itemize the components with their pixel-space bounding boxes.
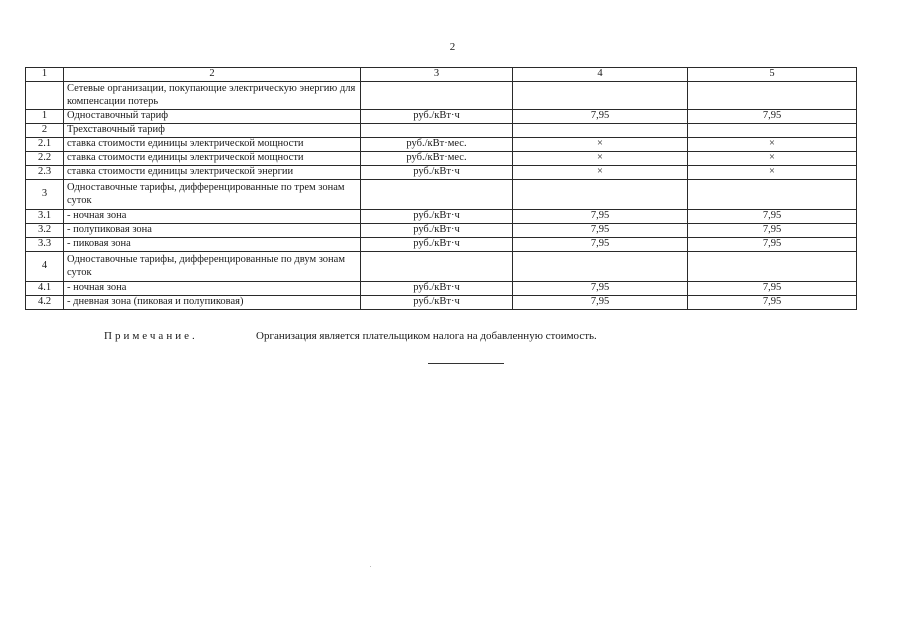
row-number: 1: [26, 110, 64, 124]
row-name: - дневная зона (пиковая и полупиковая): [64, 296, 361, 310]
row-unit: [361, 124, 513, 138]
row-unit: руб./кВт·мес.: [361, 152, 513, 166]
row-value-col4: 7,95: [513, 224, 688, 238]
row-value-col4: 7,95: [513, 282, 688, 296]
row-unit: руб./кВт·ч: [361, 296, 513, 310]
row-value-col5: 7,95: [688, 110, 857, 124]
note: [104, 330, 597, 342]
page-number: 2: [449, 41, 456, 53]
row-number: 3.3: [26, 238, 64, 252]
row-value-col5: ×: [688, 166, 857, 180]
row-name: ставка стоимости единицы электрической энергии: [64, 166, 361, 180]
row-unit: руб./кВт·ч: [361, 282, 513, 296]
row-value-col4: ×: [513, 138, 688, 152]
row-value-col5: 7,95: [688, 238, 857, 252]
row-unit: руб./кВт·ч: [361, 238, 513, 252]
row-value-col5: 7,95: [688, 282, 857, 296]
header-col-3: 3: [361, 68, 513, 82]
row-name: Трехставочный тариф: [64, 124, 361, 138]
row-name: ставка стоимости единицы электрической мощности: [64, 152, 361, 166]
table-row: [26, 82, 857, 110]
row-unit: руб./кВт·ч: [361, 224, 513, 238]
row-value-col5: [688, 180, 857, 210]
row-name: ставка стоимости единицы электрической мощности: [64, 138, 361, 152]
row-value-col4: 7,95: [513, 238, 688, 252]
row-value-col4: [513, 252, 688, 282]
row-unit: руб./кВт·ч: [361, 166, 513, 180]
row-name: - пиковая зона: [64, 238, 361, 252]
table-row: [26, 180, 857, 210]
note-label: Примечание.: [104, 330, 198, 342]
row-unit: руб./кВт·ч: [361, 210, 513, 224]
row-name: Одноставочный тариф: [64, 110, 361, 124]
row-number: 2.3: [26, 166, 64, 180]
row-unit: руб./кВт·мес.: [361, 138, 513, 152]
row-number: 3.2: [26, 224, 64, 238]
row-number: 3: [26, 180, 64, 210]
note-text: Организация является плательщиком налога на добавленную стоимость.: [256, 330, 597, 342]
row-value-col5: ×: [688, 152, 857, 166]
table-row: [26, 252, 857, 282]
table-row: [26, 166, 857, 180]
row-number: 2.1: [26, 138, 64, 152]
table-row: [26, 124, 857, 138]
table-row: [26, 282, 857, 296]
row-value-col5: [688, 252, 857, 282]
row-value-col5: [688, 82, 857, 110]
row-unit: [361, 180, 513, 210]
row-value-col4: [513, 82, 688, 110]
row-value-col4: 7,95: [513, 210, 688, 224]
header-col-1: 1: [26, 68, 64, 82]
row-number: [26, 82, 64, 110]
row-value-col5: ×: [688, 138, 857, 152]
table-row: [26, 224, 857, 238]
row-value-col4: 7,95: [513, 296, 688, 310]
row-value-col4: [513, 124, 688, 138]
row-unit: [361, 252, 513, 282]
table-row: [26, 110, 857, 124]
table-row: [26, 296, 857, 310]
row-number: 4.2: [26, 296, 64, 310]
table-row: [26, 238, 857, 252]
table-row: [26, 138, 857, 152]
tariff-table-body: [26, 68, 857, 310]
tariff-table: [25, 67, 857, 310]
row-value-col5: [688, 124, 857, 138]
table-row: [26, 210, 857, 224]
row-number: 2: [26, 124, 64, 138]
row-number: 4.1: [26, 282, 64, 296]
row-value-col4: [513, 180, 688, 210]
row-value-col4: ×: [513, 166, 688, 180]
closing-rule: [428, 363, 504, 364]
table-row: [26, 152, 857, 166]
row-unit: [361, 82, 513, 110]
table-header-row: [26, 68, 857, 82]
row-name: - ночная зона: [64, 210, 361, 224]
row-number: 2.2: [26, 152, 64, 166]
row-name: - ночная зона: [64, 282, 361, 296]
row-name: Одноставочные тарифы, дифференцированные по трем зонам суток: [64, 180, 361, 210]
row-number: 3.1: [26, 210, 64, 224]
row-value-col4: 7,95: [513, 110, 688, 124]
row-number: 4: [26, 252, 64, 282]
row-unit: руб./кВт·ч: [361, 110, 513, 124]
scan-dot: [370, 566, 371, 567]
row-value-col5: 7,95: [688, 224, 857, 238]
row-value-col5: 7,95: [688, 296, 857, 310]
row-value-col5: 7,95: [688, 210, 857, 224]
row-name: Сетевые организации, покупающие электрическую энергию для компенсации потерь: [64, 82, 361, 110]
row-name: Одноставочные тарифы, дифференцированные по двум зонам суток: [64, 252, 361, 282]
header-col-4: 4: [513, 68, 688, 82]
row-name: - полупиковая зона: [64, 224, 361, 238]
header-col-2: 2: [64, 68, 361, 82]
row-value-col4: ×: [513, 152, 688, 166]
header-col-5: 5: [688, 68, 857, 82]
